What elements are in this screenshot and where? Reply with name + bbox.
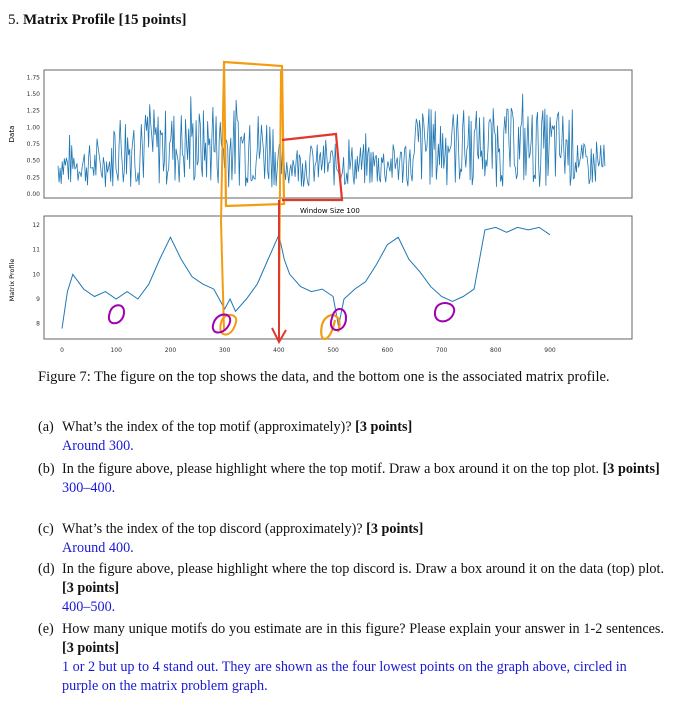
top-ytick-label: 0.00 xyxy=(26,191,40,198)
top-ytick-label: 0.75 xyxy=(26,141,40,148)
question-label: (a) xyxy=(38,419,54,435)
bottom-xtick-label: 200 xyxy=(164,347,177,354)
question-c xyxy=(38,520,664,558)
bottom-xtick-label: 900 xyxy=(544,347,556,354)
answer-text: Around 300. xyxy=(62,438,134,454)
question-e xyxy=(38,620,664,696)
bottom-ytick-label: 12 xyxy=(32,221,40,229)
top-ytick-label: 1.25 xyxy=(26,107,40,115)
problem-title xyxy=(8,12,186,29)
question-points: [3 points] xyxy=(602,461,660,477)
bottom-xtick-label: 0 xyxy=(60,347,64,354)
bottom-xtick-label: 800 xyxy=(490,347,502,354)
question-b xyxy=(38,460,664,498)
question-points: [3 points] xyxy=(62,580,120,596)
bottom-ytick-label: 8 xyxy=(36,320,40,328)
question-points: [3 points] xyxy=(355,419,413,435)
bottom-ytick-label: 9 xyxy=(36,295,40,303)
question-points: [3 points] xyxy=(62,640,120,656)
bottom-xtick-label: 300 xyxy=(218,347,231,354)
question-label: (b) xyxy=(38,461,55,477)
top-ytick-label: 0.25 xyxy=(26,174,40,182)
figure xyxy=(0,60,693,360)
top-ytick-label: 1.75 xyxy=(26,74,40,82)
question-text: What’s the index of the top motif (approximately)? xyxy=(62,419,352,435)
answer-text: Around 400. xyxy=(62,540,134,556)
question-text: In the figure above, please highlight where the top discord is. Draw a box around it on the data (top) plot. xyxy=(62,561,664,577)
figure-caption: Figure 7: The figure on the top shows the data, and the bottom one is the associated matrix profile. xyxy=(38,369,610,385)
bottom-xtick-label: 400 xyxy=(273,347,285,354)
bottom-ytick-label: 10 xyxy=(32,271,40,279)
question-text: How many unique motifs do you estimate are in this figure? Please explain your answer in 1-2 sentences. xyxy=(62,621,664,637)
bottom-ylabel: Matrix Profile xyxy=(8,258,16,302)
question-label: (d) xyxy=(38,561,55,577)
question-d xyxy=(38,560,664,617)
bottom-xtick-label: 600 xyxy=(381,347,394,354)
window-size-label: Window Size 100 xyxy=(300,207,360,215)
problem-name: Matrix Profile xyxy=(23,12,115,28)
bottom-xtick-label: 500 xyxy=(327,347,339,354)
question-points: [3 points] xyxy=(366,521,424,537)
answer-text: 1 or 2 but up to 4 stand out. They are shown as the four lowest points on the graph above, circled in purple on the matrix problem graph. xyxy=(62,659,627,694)
top-ylabel: Data xyxy=(8,125,16,143)
bottom-ytick-label: 11 xyxy=(32,246,40,254)
answer-text: 400–500. xyxy=(62,599,116,615)
question-label: (c) xyxy=(38,521,54,537)
top-ytick-label: 0.50 xyxy=(26,157,40,165)
answer-text: 300–400. xyxy=(62,480,116,496)
problem-points: [15 points] xyxy=(118,12,187,28)
question-a xyxy=(38,418,664,456)
question-label: (e) xyxy=(38,621,54,637)
question-text: In the figure above, please highlight where the top motif. Draw a box around it on the top plot. xyxy=(62,461,600,477)
top-ytick-label: 1.00 xyxy=(26,124,40,132)
problem-number: 5. xyxy=(8,12,20,28)
top-ytick-label: 1.50 xyxy=(26,91,40,98)
question-text: What’s the index of the top discord (approximately)? xyxy=(62,521,363,537)
bottom-xtick-label: 100 xyxy=(110,347,122,354)
bottom-xtick-label: 700 xyxy=(435,347,448,354)
